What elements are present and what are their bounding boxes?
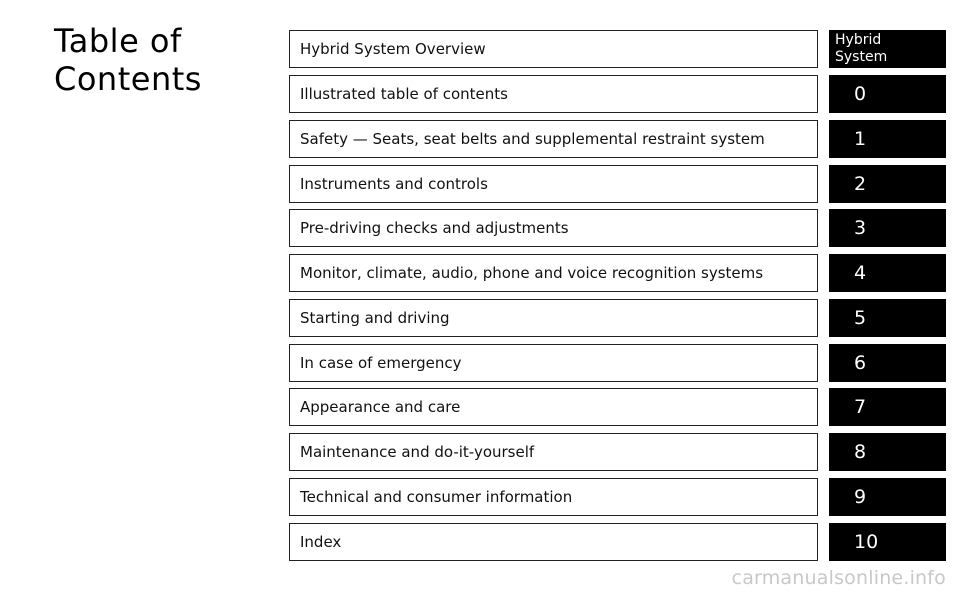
page-title [54,22,202,98]
toc-item-box[interactable] [289,75,818,113]
section-tab-number: 0 [854,83,867,105]
toc-item-pre-driving-checks[interactable] [289,209,947,247]
toc-item-index[interactable] [289,523,947,561]
section-tab-2[interactable] [829,165,946,203]
section-tab-3[interactable] [829,209,946,247]
section-tab-number: 8 [854,441,867,463]
toc-item-appearance-and-care[interactable] [289,388,947,426]
section-tab-0[interactable] [829,75,946,113]
section-tab-8[interactable] [829,433,946,471]
toc-item-box[interactable] [289,120,818,158]
toc-item-box[interactable] [289,165,818,203]
toc-item-starting-and-driving[interactable] [289,299,947,337]
toc-item-maintenance[interactable] [289,433,947,471]
toc-item-box[interactable] [289,433,818,471]
toc-item-box[interactable] [289,30,818,68]
toc-item-label: Hybrid System Overview [300,40,486,58]
section-tab-number: 6 [854,352,867,374]
toc-item-label: Pre-driving checks and adjustments [300,219,569,237]
toc-item-label: Safety — Seats, seat belts and supplemental restraint system [300,130,765,148]
page-title-line-1: Table of [54,22,182,60]
toc-item-monitor-climate-audio[interactable] [289,254,947,292]
toc-item-label: In case of emergency [300,354,462,372]
toc-item-label: Appearance and care [300,398,461,416]
toc-item-illustrated-table-of-contents[interactable] [289,75,947,113]
toc-item-box[interactable] [289,388,818,426]
toc-item-label: Illustrated table of contents [300,85,508,103]
section-tab-4[interactable] [829,254,946,292]
page-title-line-2: Contents [54,60,202,98]
section-tab-number: 5 [854,307,867,329]
toc-item-hybrid-system-overview[interactable] [289,30,947,68]
section-tab-number: 1 [854,128,867,150]
toc-item-label: Instruments and controls [300,175,488,193]
section-tab-7[interactable] [829,388,946,426]
toc-item-label: Maintenance and do-it-yourself [300,443,535,461]
section-tab-number: 7 [854,396,867,418]
section-tab-number: 3 [854,217,867,239]
toc-item-box[interactable] [289,344,818,382]
section-tab-number: 4 [854,262,867,284]
toc-item-label: Technical and consumer information [300,488,573,506]
section-tab-10[interactable] [829,523,946,561]
toc-item-box[interactable] [289,478,818,516]
section-tab-label-line-1: Hybrid [835,32,882,48]
toc-item-box[interactable] [289,254,818,292]
section-tab-5[interactable] [829,299,946,337]
section-tab-9[interactable] [829,478,946,516]
section-tab-number: 10 [854,531,879,553]
section-tab-1[interactable] [829,120,946,158]
toc-item-technical-and-consumer-information[interactable] [289,478,947,516]
section-tab-label-line-2: System [835,49,888,65]
section-tab-number: 2 [854,173,867,195]
toc-item-box[interactable] [289,299,818,337]
watermark-text: carmanualsonline.info [731,567,946,589]
toc-item-label: Monitor, climate, audio, phone and voice recognition systems [300,264,764,282]
section-tab-label [829,32,887,66]
toc-item-label: Starting and driving [300,309,450,327]
toc-item-in-case-of-emergency[interactable] [289,344,947,382]
toc-item-label: Index [300,533,342,551]
toc-item-box[interactable] [289,523,818,561]
section-tab-hybrid-system[interactable] [829,30,946,68]
section-tab-number: 9 [854,486,867,508]
toc-item-box[interactable] [289,209,818,247]
toc-item-instruments-and-controls[interactable] [289,165,947,203]
section-tab-6[interactable] [829,344,946,382]
toc-item-safety[interactable] [289,120,947,158]
